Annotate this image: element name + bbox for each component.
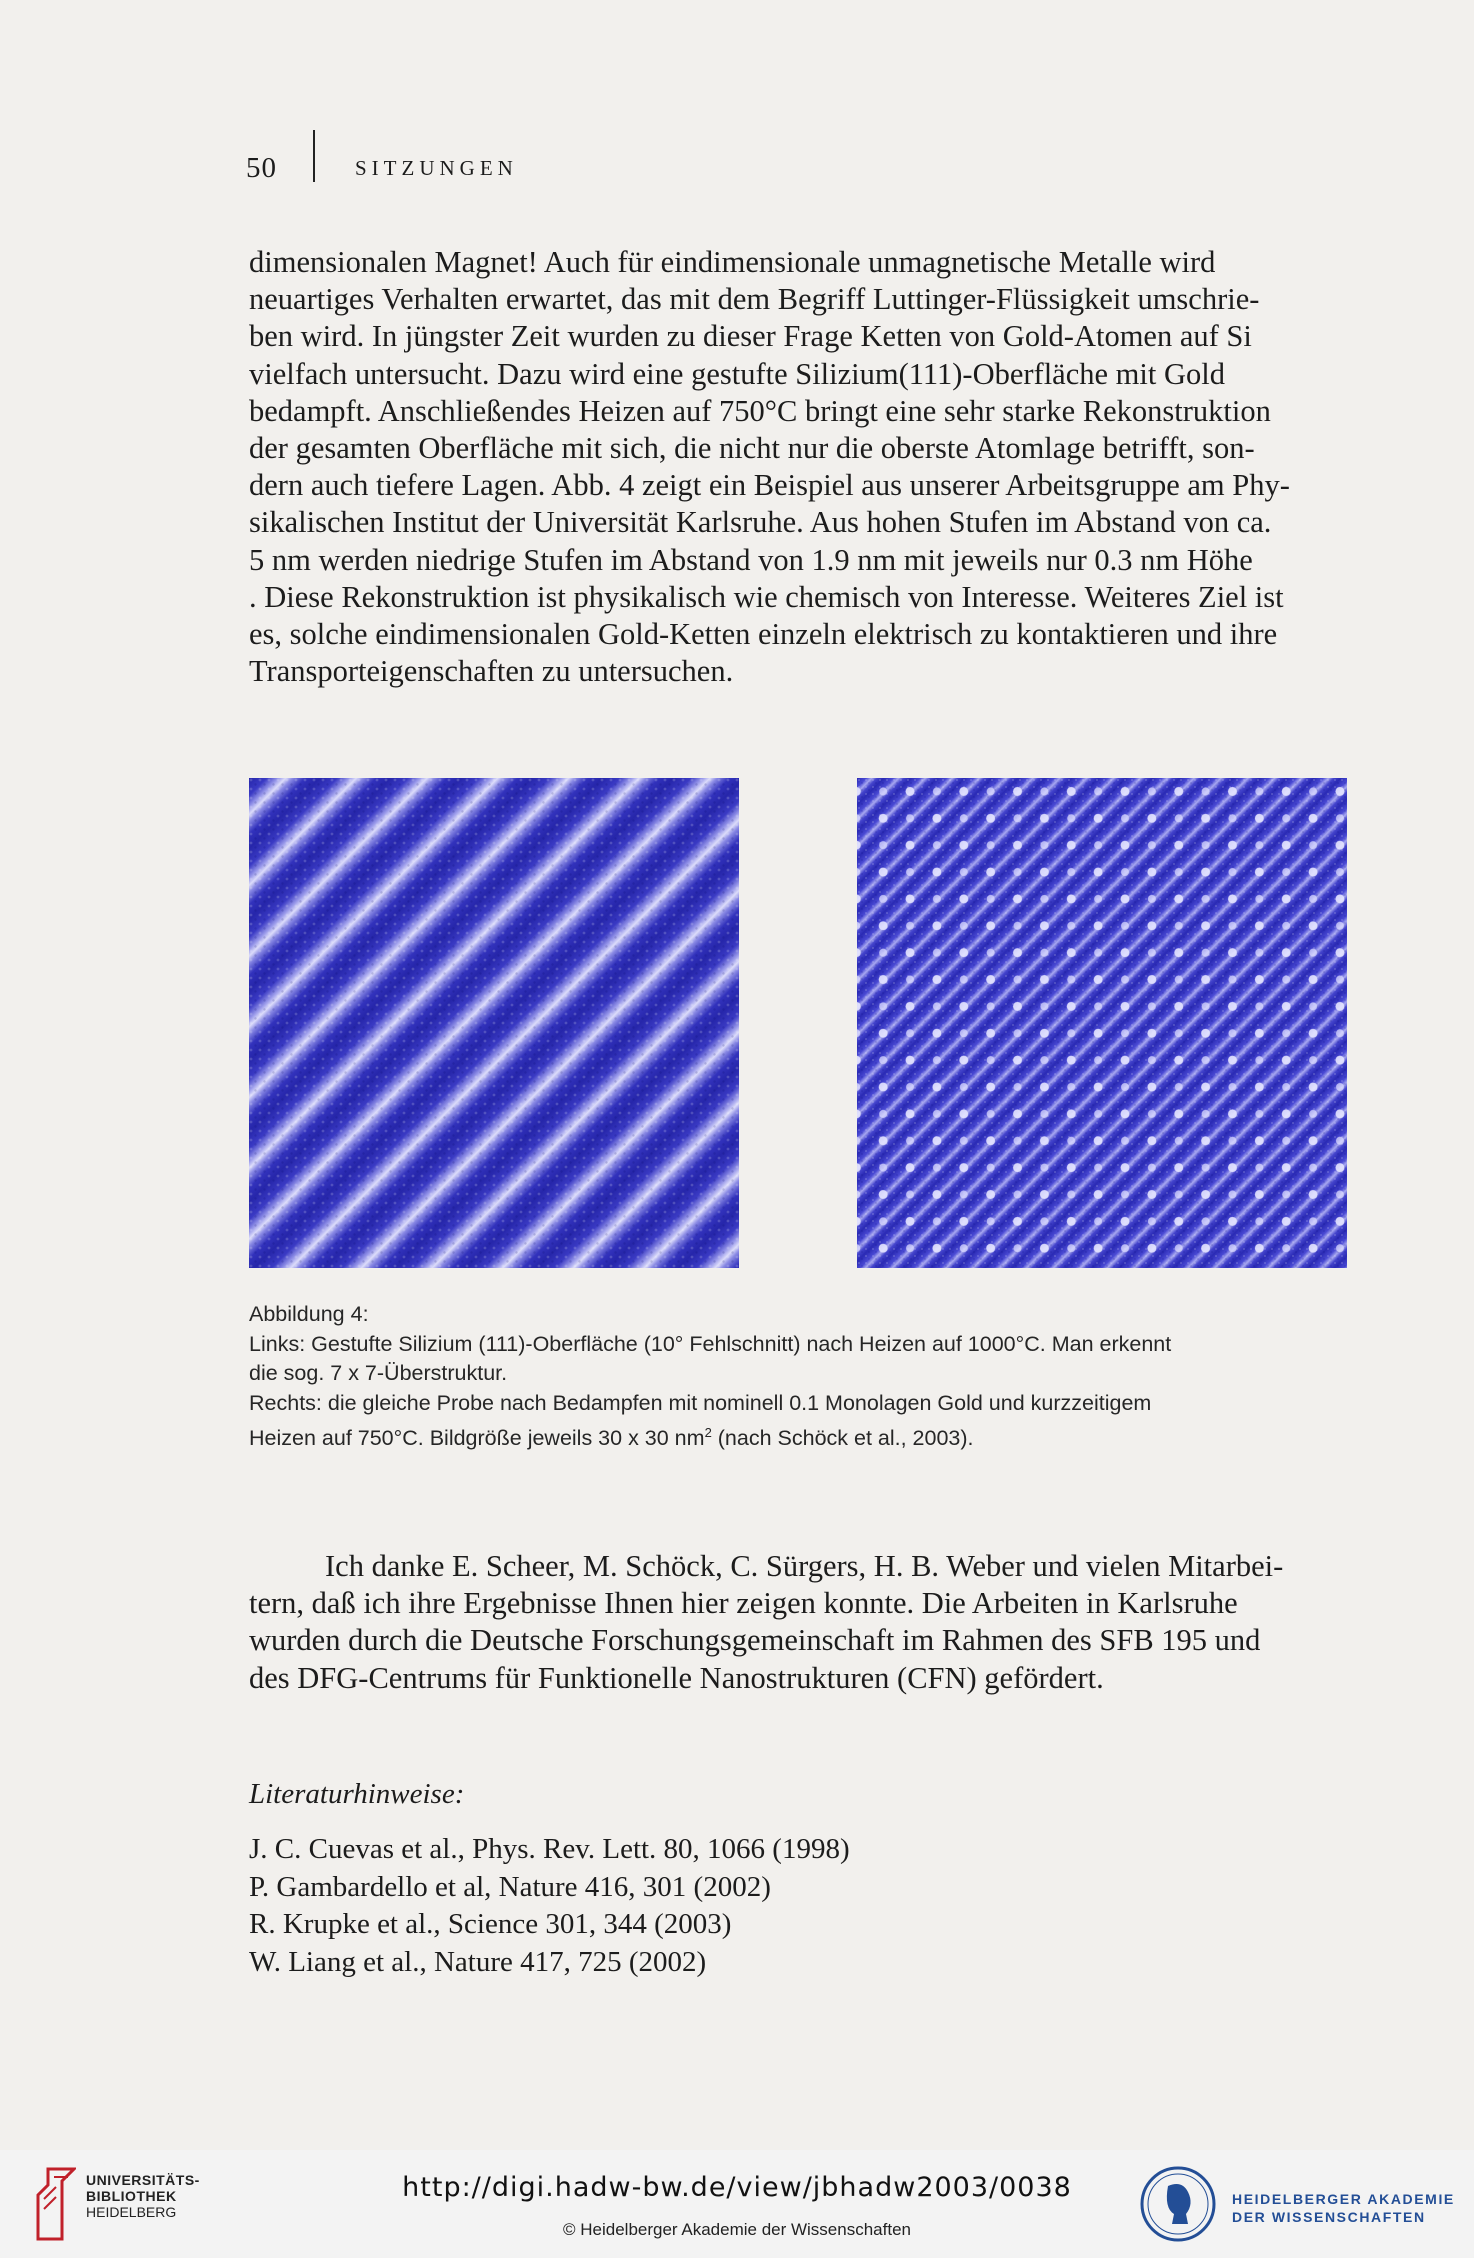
reference-item: J. C. Cuevas et al., Phys. Rev. Lett. 80, 1066 (1998): [249, 1833, 850, 1865]
text-line: neuartiges Verhalten erwartet, das mit dem Begriff Luttinger-Flüssigkeit umschrie-: [249, 282, 1260, 317]
text-line: 5 nm werden niedrige Stufen im Abstand von 1.9 nm mit jeweils nur 0.3 nm Höhe: [249, 542, 1253, 577]
text-line: wurden durch die Deutsche Forschungsgemeinschaft im Rahmen des SFB 195 und: [249, 1623, 1261, 1658]
header-divider: [313, 130, 315, 182]
copyright-notice: © Heidelberger Akademie der Wissenschaften: [563, 2220, 911, 2239]
caption-right-line-1: Rechts: die gleiche Probe nach Bedampfen mit nominell 0.1 Monolagen Gold und kurzzeitigem: [249, 1390, 1152, 1415]
reference-item: R. Krupke et al., Science 301, 344 (2003): [249, 1908, 732, 1940]
figure-4: [249, 778, 1347, 1268]
academy-line: DER WISSENSCHAFTEN: [1232, 2209, 1426, 2225]
reference-list: [249, 1831, 850, 1981]
academy-name: [1232, 2190, 1455, 2226]
stm-image-right: [857, 778, 1347, 1268]
text-line: vielfach untersucht. Dazu wird eine gestufte Silizium(111)-Oberfläche mit Gold: [249, 356, 1225, 391]
text-line: sikalischen Institut der Universität Karlsruhe. Aus hohen Stufen im Abstand von ca.: [249, 505, 1272, 540]
library-line: UNIVERSITÄTS-: [86, 2172, 200, 2188]
viewer-footer: [0, 2150, 1474, 2258]
academy-line: HEIDELBERGER AKADEMIE: [1232, 2191, 1455, 2207]
academy-seal-icon: [1138, 2164, 1218, 2244]
literature-heading: Literaturhinweise:: [249, 1778, 465, 1810]
text-line: dern auch tiefere Lagen. Abb. 4 zeigt ein Beispiel aus unserer Arbeitsgruppe am Phy-: [249, 468, 1290, 503]
reference-item: W. Liang et al., Nature 417, 725 (2002): [249, 1945, 707, 1978]
stm-left-stripes: [249, 778, 739, 1268]
running-head: SITZUNGEN: [355, 155, 518, 180]
text-line: tern, daß ich ihre Ergebnisse Ihnen hier zeigen konnte. Die Arbeiten in Karlsruhe: [249, 1586, 1238, 1621]
page-number: 50: [246, 151, 277, 184]
text-line: dimensionalen Magnet! Auch für eindimensionale unmagnetische Metalle wird: [249, 245, 1216, 279]
caption-right-line-2-post: (nach Schöck et al., 2003).: [711, 1426, 974, 1451]
caption-title: Abbildung 4:: [249, 1302, 369, 1326]
caption-left-line-2: die sog. 7 x 7-Überstruktur.: [249, 1361, 508, 1385]
body-paragraph-1: [249, 244, 1346, 690]
text-line: ben wird. In jüngster Zeit wurden zu dieser Frage Ketten von Gold-Atomen auf Si: [249, 319, 1252, 354]
permalink-url[interactable]: http://digi.hadw-bw.de/view/jbhadw2003/0038: [402, 2172, 1072, 2203]
stm-image-left: [249, 778, 739, 1268]
reference-item: P. Gambardello et al, Nature 416, 301 (2002): [249, 1870, 771, 1903]
text-line: der gesamten Oberfläche mit sich, die nicht nur die oberste Atomlage betrifft, son-: [249, 431, 1255, 466]
library-line: HEIDELBERG: [86, 2204, 177, 2220]
caption-superscript: 2: [704, 1425, 712, 1440]
text-line: Ich danke E. Scheer, M. Schöck, C. Sürgers, H. B. Weber und vielen Mitarbei-: [325, 1549, 1284, 1583]
text-line: es, solche eindimensionalen Gold-Ketten einzeln elektrisch zu kontaktieren und ihre: [249, 617, 1278, 652]
caption-right-line-2: [249, 1418, 1346, 1454]
page-header: [246, 150, 518, 186]
text-line: bedampft. Anschließendes Heizen auf 750°C bringt eine sehr starke Rekonstruktion: [249, 393, 1271, 428]
text-line: . Diese Rekonstruktion ist physikalisch wie chemisch von Interesse. Weiteres Ziel ist: [249, 579, 1284, 614]
text-line: des DFG-Centrums für Funktionelle Nanostrukturen (CFN) gefördert.: [249, 1660, 1104, 1695]
figure-caption: [249, 1300, 1346, 1454]
stm-right-chains: [857, 778, 1347, 1268]
acknowledgement-paragraph: [249, 1548, 1346, 1697]
caption-left-line-1: Links: Gestufte Silizium (111)-Oberfläche (10° Fehlschnitt) nach Heizen auf 1000°C. Man erkennt: [249, 1331, 1172, 1356]
caption-right-line-2-pre: Heizen auf 750°C. Bildgröße jeweils 30 x 30 nm: [249, 1426, 705, 1451]
text-line: Transporteigenschaften zu untersuchen.: [249, 654, 734, 689]
library-line: BIBLIOTHEK: [86, 2188, 177, 2204]
